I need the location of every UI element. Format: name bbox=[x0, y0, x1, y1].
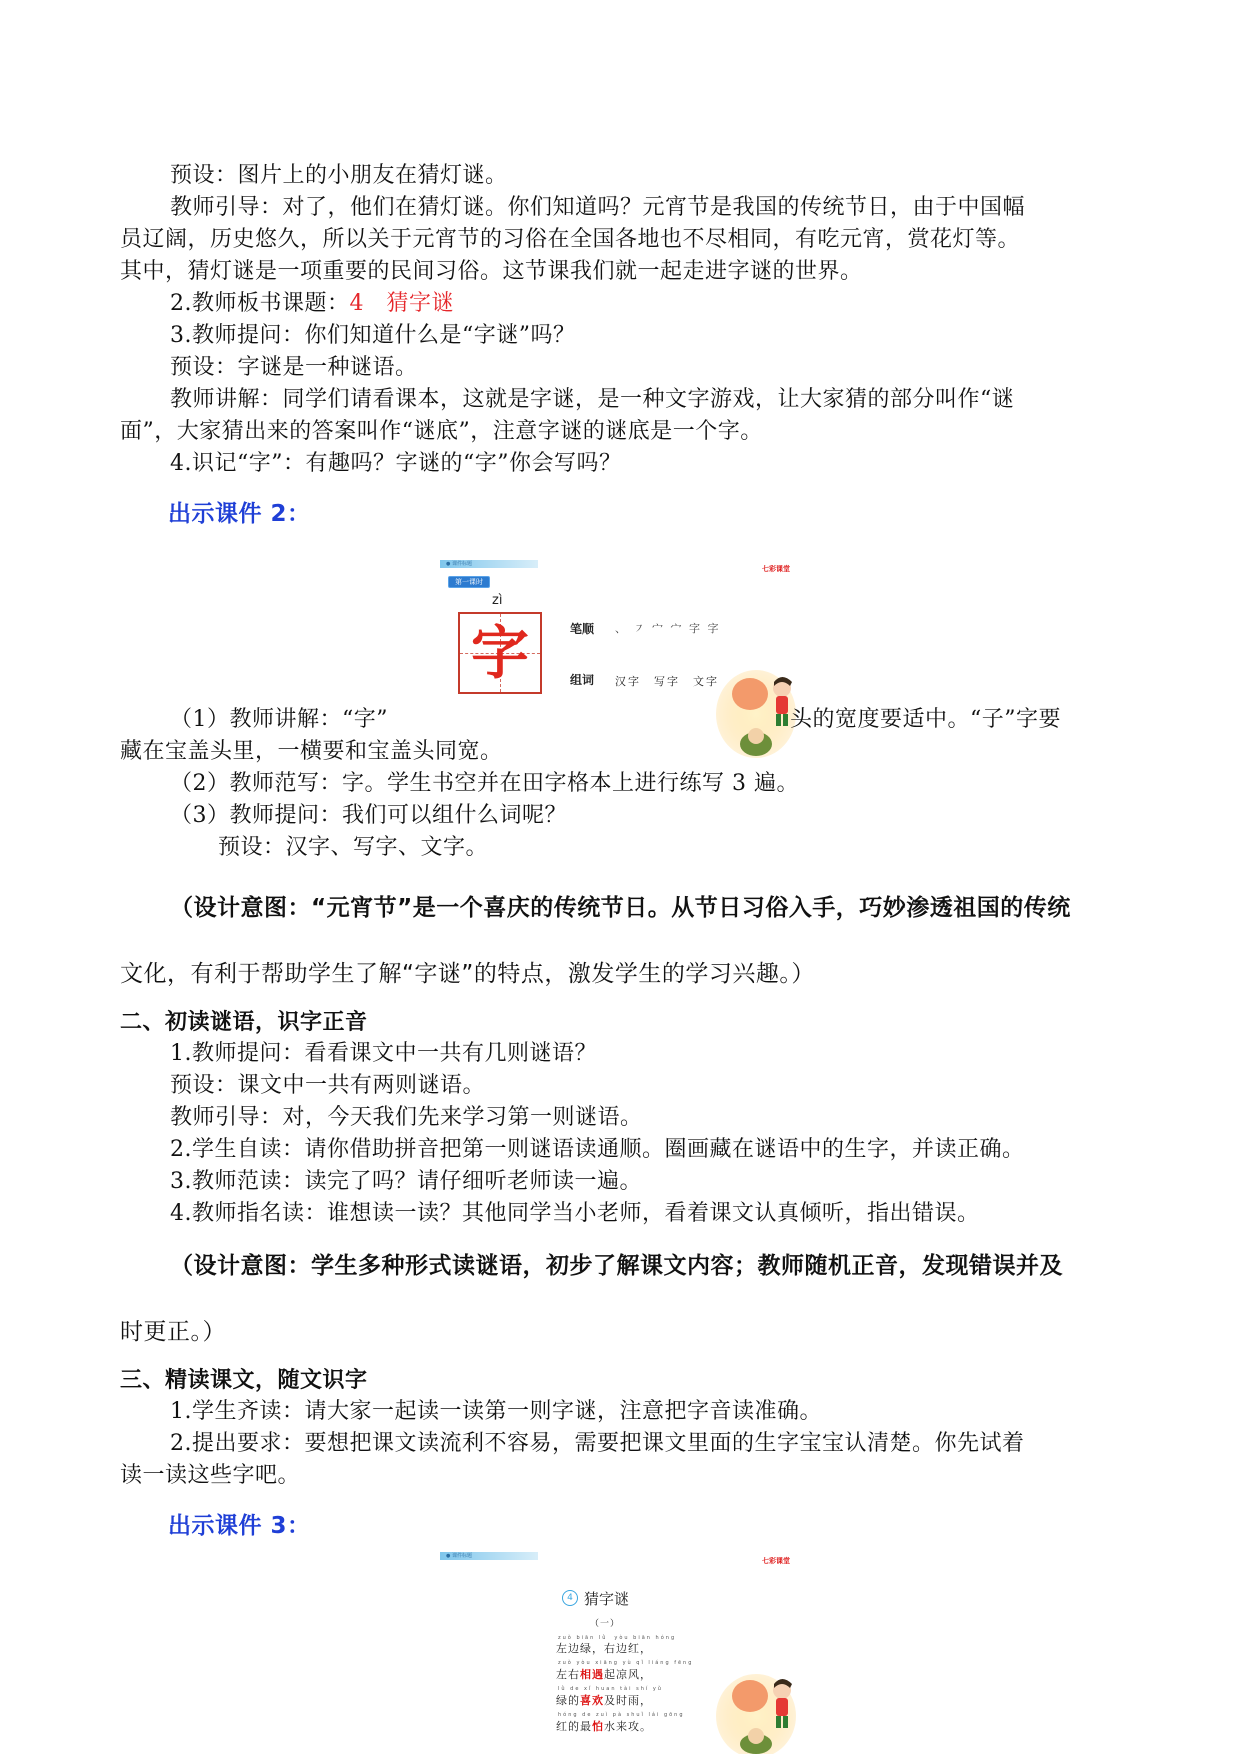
design-intent bbox=[170, 1250, 1063, 1282]
text-line: 4.教师指名读：谁想读一读？其他同学当小老师，看着课文认真倾听，指出错误。 bbox=[170, 1201, 980, 1226]
slide-header-bar: ● 课件标题 bbox=[440, 560, 538, 568]
poem-text: 水来攻。 bbox=[604, 1720, 652, 1733]
design-intent-text: （设计意图：“元宵节”是一个喜庆的传统节日。从节日习俗入手，巧妙渗透祖国的传统 bbox=[170, 895, 1071, 921]
text-line: 头的宽度要适中。“子”字要 bbox=[790, 707, 1061, 732]
slide-logo: 七彩课堂 bbox=[762, 1557, 790, 1565]
section-heading: 二、初读谜语，识字正音 bbox=[120, 1009, 368, 1035]
poem-line bbox=[556, 1692, 652, 1708]
text-line: 教师引导：对了，他们在猜灯谜。你们知道吗？元宵节是我国的传统节日，由于中国幅 bbox=[170, 195, 1026, 220]
poem-line bbox=[556, 1666, 652, 1682]
poem-text: 左右 bbox=[556, 1668, 580, 1681]
text-line: 预设：课文中一共有两则谜语。 bbox=[170, 1073, 486, 1098]
pinyin-line: lǜ de xǐ huan tài shí yǔ bbox=[558, 1686, 663, 1692]
text-line: 预设：图片上的小朋友在猜灯谜。 bbox=[170, 163, 508, 188]
word-group-list: 汉字 写字 文字 bbox=[615, 675, 719, 688]
text-line: 预设：字谜是一种谜语。 bbox=[170, 355, 418, 380]
pinyin-line: zuǒ yòu xiāng yù qǐ liáng fēng bbox=[558, 1660, 694, 1666]
text-line: 读一读这些字吧。 bbox=[120, 1463, 301, 1488]
text-span: 2.教师板书课题： bbox=[170, 291, 350, 316]
poem-text: 起凉风， bbox=[604, 1668, 652, 1681]
poem-highlight: 喜欢 bbox=[580, 1694, 604, 1707]
poem-title: 猜字谜 bbox=[584, 1590, 630, 1608]
slide-header-bar: ● 课件标题 bbox=[440, 1552, 538, 1560]
courseware-heading: 出示课件 3： bbox=[168, 1513, 311, 1539]
poem-text: 及时雨， bbox=[604, 1694, 652, 1707]
text-line: 3.教师范读：读完了吗？请仔细听老师读一遍。 bbox=[170, 1169, 642, 1194]
pinyin-label: zì bbox=[492, 593, 503, 608]
text-line: 2.学生自读：请你借助拼音把第一则谜语读通顺。圈画藏在谜语中的生字，并读正确。 bbox=[170, 1137, 1025, 1162]
text-line: 教师引导：对，今天我们先来学习第一则谜语。 bbox=[170, 1105, 643, 1130]
tian-grid bbox=[458, 612, 542, 694]
text-line: （1）教师讲解：“字” bbox=[170, 707, 388, 732]
text-line: 预设：汉字、写字、文字。 bbox=[218, 835, 489, 860]
stroke-order-sequence: 、 ㇇ 宀 宀 字 字 bbox=[615, 622, 721, 635]
word-group-label: 组词 bbox=[570, 673, 595, 687]
poem-highlight: 怕 bbox=[592, 1720, 604, 1733]
text-line: 员辽阔，历史悠久，所以关于元宵节的习俗在全国各地也不尽相同，有吃元宵，赏花灯等。 bbox=[120, 227, 1021, 252]
slide-logo: 七彩课堂 bbox=[762, 565, 790, 573]
child-illustration bbox=[716, 1666, 806, 1754]
lesson-tag: 第一课时 bbox=[448, 576, 490, 588]
lesson-title-red: 4 猜字谜 bbox=[349, 291, 454, 316]
slide-3 bbox=[440, 1552, 810, 1754]
design-intent: 时更正。） bbox=[120, 1319, 226, 1345]
design-intent: 文化，有利于帮助学生了解“字谜”的特点，激发学生的学习兴趣。） bbox=[120, 961, 815, 987]
poem-text: 红的最 bbox=[556, 1720, 592, 1733]
text-line: 1.教师提问：看看课文中一共有几则谜语？ bbox=[170, 1041, 597, 1066]
text-line: 藏在宝盖头里，一横要和宝盖头同宽。 bbox=[120, 739, 503, 764]
design-intent bbox=[170, 892, 1071, 924]
text-line: 4.识记“字”：有趣吗？字谜的“字”你会写吗？ bbox=[170, 451, 622, 476]
text-line: 面”，大家猜出来的答案叫作“谜底”，注意字谜的谜底是一个字。 bbox=[120, 419, 763, 444]
poem-part: （一） bbox=[590, 1619, 621, 1629]
text-line: 其中，猜灯谜是一项重要的民间习俗。这节课我们就一起走进字谜的世界。 bbox=[120, 259, 863, 284]
text-line: 2.提出要求：要想把课文读流利不容易，需要把课文里面的生字宝宝认清楚。你先试着 bbox=[170, 1431, 1025, 1456]
stroke-order-label: 笔顺 bbox=[570, 622, 595, 636]
pinyin-line: zuǒ biān lǜ yòu biān hóng bbox=[558, 1635, 677, 1641]
text-line bbox=[170, 288, 454, 320]
poem-text: 绿的 bbox=[556, 1694, 580, 1707]
section-heading: 三、精读课文，随文识字 bbox=[120, 1367, 368, 1393]
pinyin-line: hóng de zuì pà shuǐ lái gōng bbox=[558, 1712, 685, 1718]
text-line: 1.学生齐读：请大家一起读一读第一则字谜，注意把字音读准确。 bbox=[170, 1399, 822, 1424]
text-line: 3.教师提问：你们知道什么是“字谜”吗？ bbox=[170, 323, 576, 348]
poem-highlight: 相遇 bbox=[580, 1668, 604, 1681]
text-line: 教师讲解：同学们请看课本，这就是字谜，是一种文字游戏，让大家猜的部分叫作“谜 bbox=[170, 387, 1015, 412]
big-character: 字 bbox=[470, 619, 529, 687]
courseware-heading: 出示课件 2： bbox=[168, 501, 311, 527]
text-line: （3）教师提问：我们可以组什么词呢？ bbox=[170, 803, 567, 828]
lesson-number: 4 bbox=[562, 1590, 578, 1606]
design-intent-text: （设计意图：学生多种形式读谜语，初步了解课文内容；教师随机正音，发现错误并及 bbox=[170, 1253, 1063, 1279]
slide-2 bbox=[440, 560, 810, 760]
poem-line bbox=[556, 1718, 652, 1734]
text-line: （2）教师范写：字。学生书空并在田字格本上进行练写 3 遍。 bbox=[170, 771, 799, 796]
poem-line: 左边绿，右边红， bbox=[556, 1642, 652, 1655]
